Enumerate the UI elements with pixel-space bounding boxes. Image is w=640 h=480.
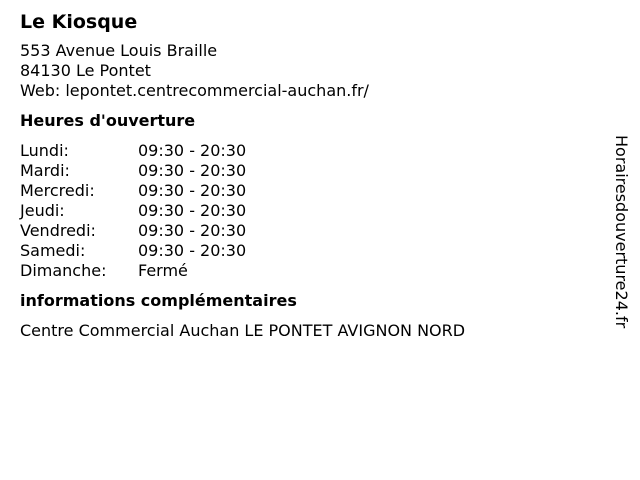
day-label: Dimanche: bbox=[20, 261, 107, 280]
day-label: Mardi: bbox=[20, 161, 70, 180]
day-label: Lundi: bbox=[20, 141, 69, 160]
hours-row-saturday bbox=[20, 241, 600, 261]
day-label: Mercredi: bbox=[20, 181, 95, 200]
day-label: Samedi: bbox=[20, 241, 86, 260]
business-card bbox=[20, 10, 600, 341]
hours-row-sunday bbox=[20, 261, 600, 281]
hours-heading: Heures d'ouverture bbox=[20, 111, 196, 130]
day-hours: 09:30 - 20:30 bbox=[138, 201, 247, 220]
address-city: 84130 Le Pontet bbox=[20, 61, 151, 80]
hours-table bbox=[20, 141, 600, 281]
day-hours: 09:30 - 20:30 bbox=[138, 141, 247, 160]
hours-row-thursday bbox=[20, 201, 600, 221]
day-label: Jeudi: bbox=[20, 201, 65, 220]
business-name: Le Kiosque bbox=[20, 11, 138, 33]
site-watermark: Horairesdouverture24.fr bbox=[612, 135, 631, 329]
info-heading: informations complémentaires bbox=[20, 291, 297, 310]
day-hours: 09:30 - 20:30 bbox=[138, 221, 247, 240]
address-street: 553 Avenue Louis Braille bbox=[20, 41, 218, 60]
day-hours: Fermé bbox=[138, 261, 188, 280]
day-label: Vendredi: bbox=[20, 221, 96, 240]
day-hours: 09:30 - 20:30 bbox=[138, 181, 247, 200]
website-link[interactable]: Web: lepontet.centrecommercial-auchan.fr/ bbox=[20, 81, 369, 100]
hours-row-wednesday bbox=[20, 181, 600, 201]
day-hours: 09:30 - 20:30 bbox=[138, 241, 247, 260]
hours-row-friday bbox=[20, 221, 600, 241]
day-hours: 09:30 - 20:30 bbox=[138, 161, 247, 180]
info-text: Centre Commercial Auchan LE PONTET AVIGNON NORD bbox=[20, 321, 466, 340]
hours-row-tuesday bbox=[20, 161, 600, 181]
hours-row-monday bbox=[20, 141, 600, 161]
